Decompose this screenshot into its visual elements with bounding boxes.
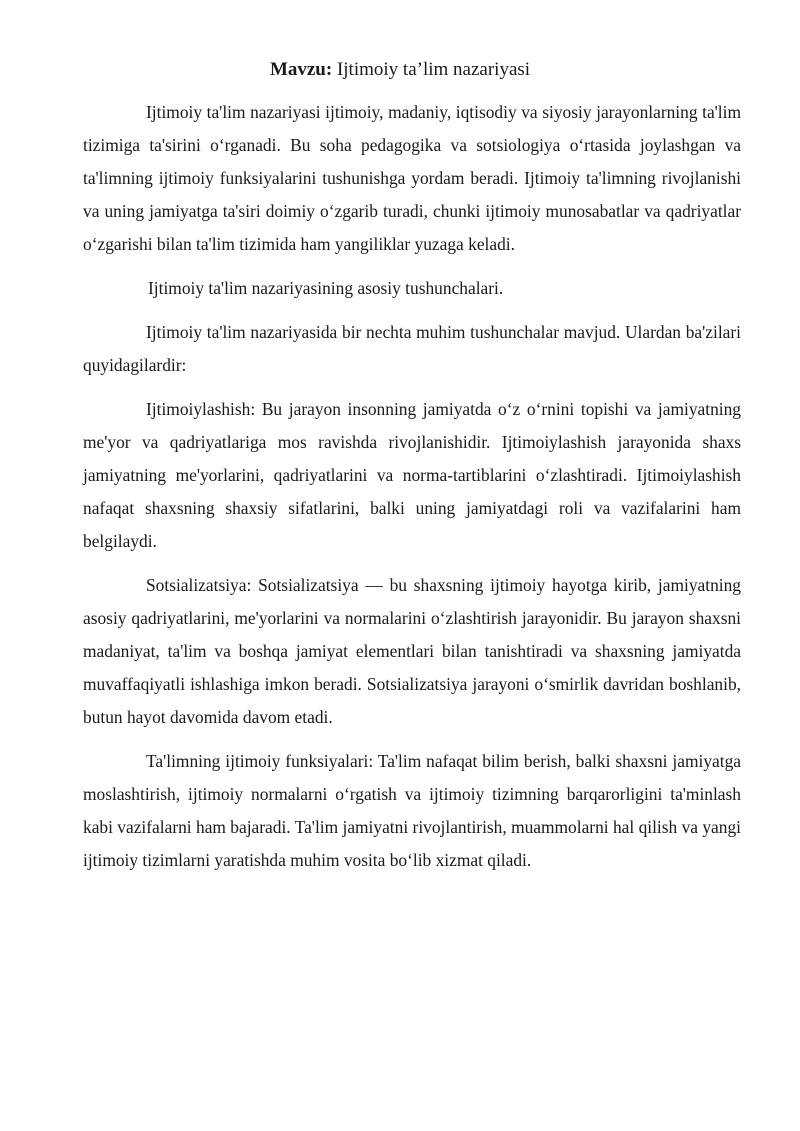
paragraph-functions: Ta'limning ijtimoiy funksiyalari: Ta'lim nafaqat bilim berish, balki shaxsni jamiyatga moslashtirish, ijtimoiy normalarni o‘rgatish va ijtimoiy tizimning barqarorligini ta'minlash kabi vazifalarni ham bajaradi. Ta'lim jamiyatni rivojlantirish, muammolarni hal qilish va yangi ijtimoiy tizimlarni yaratishda muhim vosita bo‘lib xizmat qiladi. <box>83 751 741 870</box>
paragraph-intro: Ijtimoiy ta'lim nazariyasi ijtimoiy, madaniy, iqtisodiy va siyosiy jarayonlarning ta'lim tizimiga ta'sirini o‘rganadi. Bu soha pedagogika va sotsiologiya o‘rtasida joylashgan va ta'limning ijtimoiy funksiyalarini tushunishga yordam beradi. Ijtimoiy ta'limning rivojlanishi va uning jamiyatga ta'siri doimiy o‘zgarib turadi, chunki ijtimoiy munosabatlar va qadriyatlar o‘zgarishi bilan ta'lim tizimida ham yangiliklar yuzaga keladi. <box>83 102 741 254</box>
title-label: Mavzu: <box>269 59 333 80</box>
document-body <box>83 96 741 888</box>
page-title <box>0 57 800 83</box>
paragraph-socialization-uz: Ijtimoiylashish: Bu jarayon insonning jamiyatda o‘z o‘rnini topishi va jamiyatning me'yor va qadriyatlariga mos ravishda rivojlanishidir. Ijtimoiylashish jarayonida shaxs jamiyatning me'yorlarini, qadriyatlarini va norma-tartiblarini o‘zlashtiradi. Ijtimoiylashish nafaqat shaxsning shaxsiy sifatlarini, balki uning jamiyatdagi roli va vazifalarini ham belgilaydi. <box>83 399 741 551</box>
paragraph-concepts: Ijtimoiy ta'lim nazariyasida bir nechta muhim tushunchalar mavjud. Ulardan ba'zilari quyidagilardir: <box>83 322 741 375</box>
section-heading: Ijtimoiy ta'lim nazariyasining asosiy tushunchalari. <box>148 278 504 298</box>
title-text: Ijtimoiy ta’lim nazariyasi <box>332 59 531 80</box>
paragraph-socialization: Sotsializatsiya: Sotsializatsiya — bu shaxsning ijtimoiy hayotga kirib, jamiyatning asosiy qadriyatlarini, me'yorlarini va normalarini o‘zlashtirish jarayonidir. Bu jarayon shaxsni madaniyat, ta'lim va boshqa jamiyat elementlari bilan tanishtiradi va shaxsning jamiyatda muvaffaqiyatli ishlashiga imkon beradi. Sotsializatsiya jarayoni o‘smirlik davridan boshlanib, butun hayot davomida davom etadi. <box>83 575 741 727</box>
